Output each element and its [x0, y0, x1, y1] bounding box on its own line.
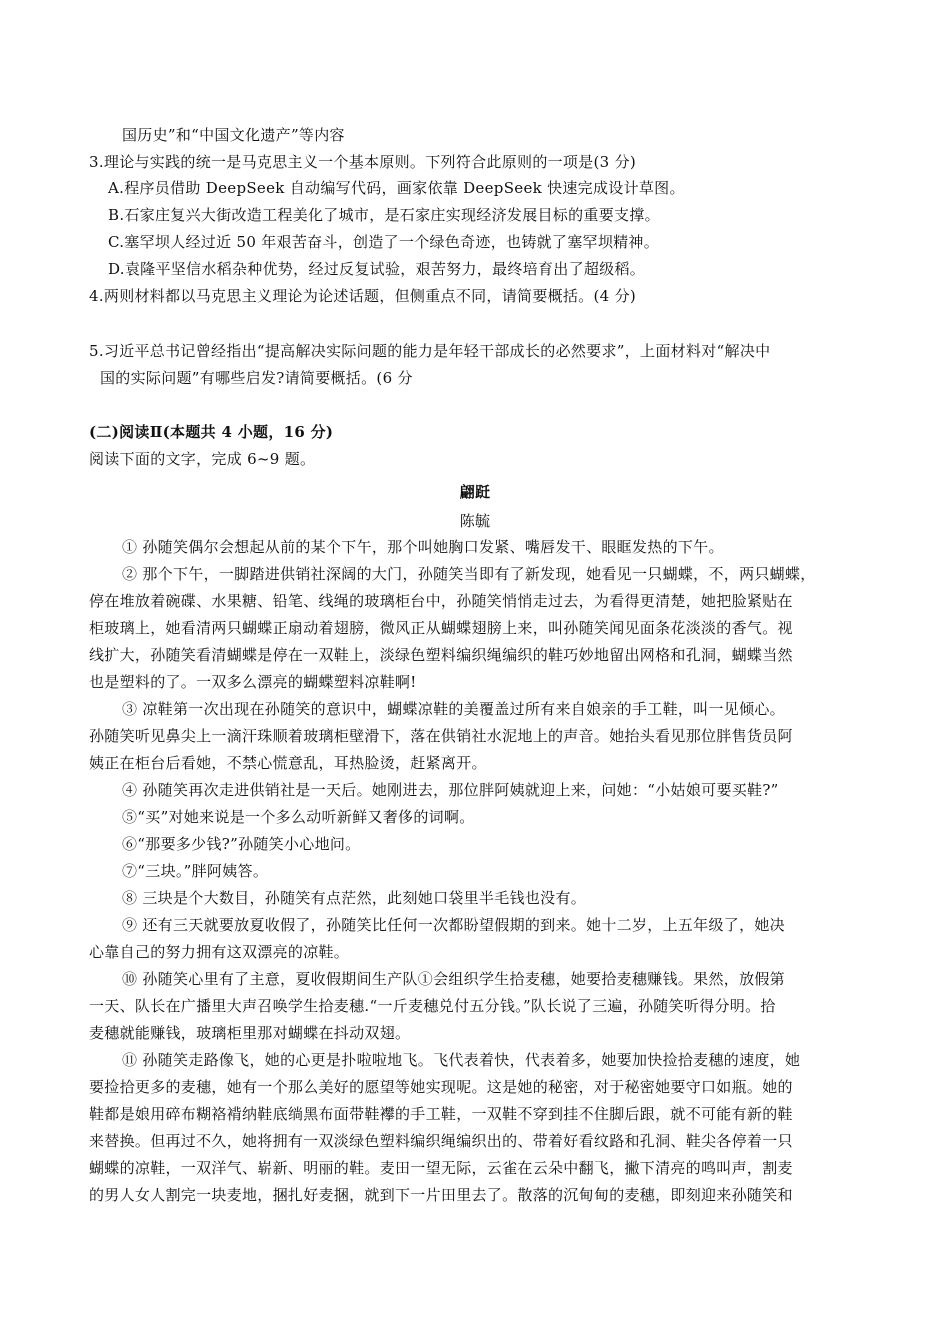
paragraph-line: ⑤“买”对她来说是一个多么动听新鲜又奢侈的词啊。 [122, 808, 475, 826]
article-title: 翩跹 [459, 483, 491, 501]
paragraph-line: 蝴蝶的凉鞋，一双洋气、崭新、明丽的鞋。麦田一望无际，云雀在云朵中翻飞，撇下清亮的鸣叫声，割麦 [89, 1159, 793, 1177]
question-5: 5.习近平总书记曾经指出“提高解决实际问题的能力是年轻干部成长的必然要求”，上面材料对“解决中 [89, 342, 771, 360]
option-c: C.塞罕坝人经过近 50 年艰苦奋斗，创造了一个绿色奇迹，也铸就了塞罕坝精神。 [108, 233, 660, 251]
paragraph-line: 也是塑料的了。一双多么漂亮的蝴蝶塑料凉鞋啊! [89, 673, 417, 691]
paragraph-line: 柜玻璃上，她看清两只蝴蝶正扇动着翅膀，微风正从蝴蝶翅膀上来，叫孙随笑闻见面条花淡淡的香气。视 [89, 619, 793, 637]
paragraph-line: 停在堆放着碗碟、水果糖、铅笔、线绳的玻璃柜台中，孙随笑悄悄走过去，为看得更清楚，她把脸紧贴在 [89, 592, 793, 610]
paragraph-line: ① 孙随笑偶尔会想起从前的某个下午，那个叫她胸口发紧、嘴唇发干、眼眶发热的下午。 [122, 538, 724, 556]
option-d: D.袁隆平坚信水稻杂种优势，经过反复试验，艰苦努力，最终培育出了超级稻。 [108, 260, 646, 278]
instruction: 阅读下面的文字，完成 6~9 题。 [89, 450, 316, 468]
paragraph-line: 姨正在柜台后看她，不禁心慌意乱，耳热脸烫，赶紧离开。 [89, 754, 487, 772]
paragraph-line: ⑩ 孙随笑心里有了主意，夏收假期间生产队①会组织学生拾麦穗，她要拾麦穗赚钱。果然，放假第 [122, 970, 785, 988]
paragraph-line: ② 那个下午，一脚踏进供销社深阔的大门，孙随笑当即有了新发现，她看见一只蝴蝶，不，两只蝴蝶， [122, 565, 816, 583]
paragraph-line: 的男人女人割完一块麦地，捆扎好麦捆，就到下一片田里去了。散落的沉甸甸的麦穗，即刻迎来孙随笑和 [89, 1186, 793, 1204]
article-author: 陈毓 [459, 512, 491, 530]
paragraph-line: 孙随笑听见鼻尖上一滴汗珠顺着玻璃柜壁滑下，落在供销社水泥地上的声音。她抬头看见那位胖售货员阿 [89, 727, 793, 745]
paragraph-line: 麦穗就能赚钱，玻璃柜里那对蝴蝶在抖动双翅。 [89, 1024, 411, 1042]
paragraph-line: 来替换。但再过不久，她将拥有一双淡绿色塑料编织绳编织出的、带着好看纹路和孔洞、鞋尖各停着一只 [89, 1132, 793, 1150]
paragraph-line: ③ 凉鞋第一次出现在孙随笑的意识中，蝴蝶凉鞋的美覆盖过所有来自娘亲的手工鞋，叫一见倾心。 [122, 700, 785, 718]
question-4: 4.两则材料都以马克思主义理论为论述话题，但侧重点不同，请简要概括。(4 分) [89, 287, 637, 305]
paragraph-line: ⑨ 还有三天就要放夏收假了，孙随笑比任何一次都盼望假期的到来。她十二岁，上五年级了，她决 [122, 916, 785, 934]
question-3: 3.理论与实践的统一是马克思主义一个基本原则。下列符合此原则的一项是(3 分) [89, 153, 637, 171]
paragraph-line: 心靠自己的努力拥有这双漂亮的凉鞋。 [89, 943, 350, 961]
paragraph-line: ⑦“三块。”胖阿姨答。 [122, 862, 269, 880]
text-line: 国历史”和“中国文化遗产”等内容 [122, 126, 345, 144]
paragraph-line: ④ 孙随笑再次走进供销社是一天后。她刚进去，那位胖阿姨就迎上来，问她：“小姑娘可要买鞋?” [122, 781, 779, 799]
section-heading: (二)阅读Ⅱ(本题共 4 小题，16 分) [89, 423, 334, 441]
paragraph-line: ⑧ 三块是个大数目，孙随笑有点茫然，此刻她口袋里半毛钱也没有。 [122, 889, 587, 907]
option-a: A.程序员借助 DeepSeek 自动编写代码，画家依靠 DeepSeek 快速完成设计草图。 [108, 179, 685, 197]
option-b: B.石家庄复兴大街改造工程美化了城市，是石家庄实现经济发展目标的重要支撑。 [108, 206, 660, 224]
question-5-continued: 国的实际问题”有哪些启发?请简要概括。(6 分 [100, 369, 413, 387]
paragraph-line: 鞋都是娘用碎布糊袼褙纳鞋底绱黑布面带鞋襻的手工鞋，一双鞋不穿到挂不住脚后跟，就不可能有新的鞋 [89, 1105, 793, 1123]
paragraph-line: 一天、队长在广播里大声召唤学生拾麦穗.“一斤麦穗兑付五分钱。”队长说了三遍，孙随笑听得分明。拾 [89, 997, 776, 1015]
paragraph-line: ⑪ 孙随笑走路像飞，她的心更是扑啦啦地飞。飞代表着快，代表着多，她要加快捡拾麦穗的速度，她 [122, 1051, 801, 1069]
paragraph-line: ⑥“那要多少钱?”孙随笑小心地问。 [122, 835, 361, 853]
paragraph-line: 线扩大，孙随笑看清蝴蝶是停在一双鞋上，淡绿色塑料编织绳编织的鞋巧妙地留出网格和孔洞，蝴蝶当然 [89, 646, 793, 664]
paragraph-line: 要捡拾更多的麦穗，她有一个那么美好的愿望等她实现呢。这是她的秘密，对于秘密她要守口如瓶。她的 [89, 1078, 793, 1096]
